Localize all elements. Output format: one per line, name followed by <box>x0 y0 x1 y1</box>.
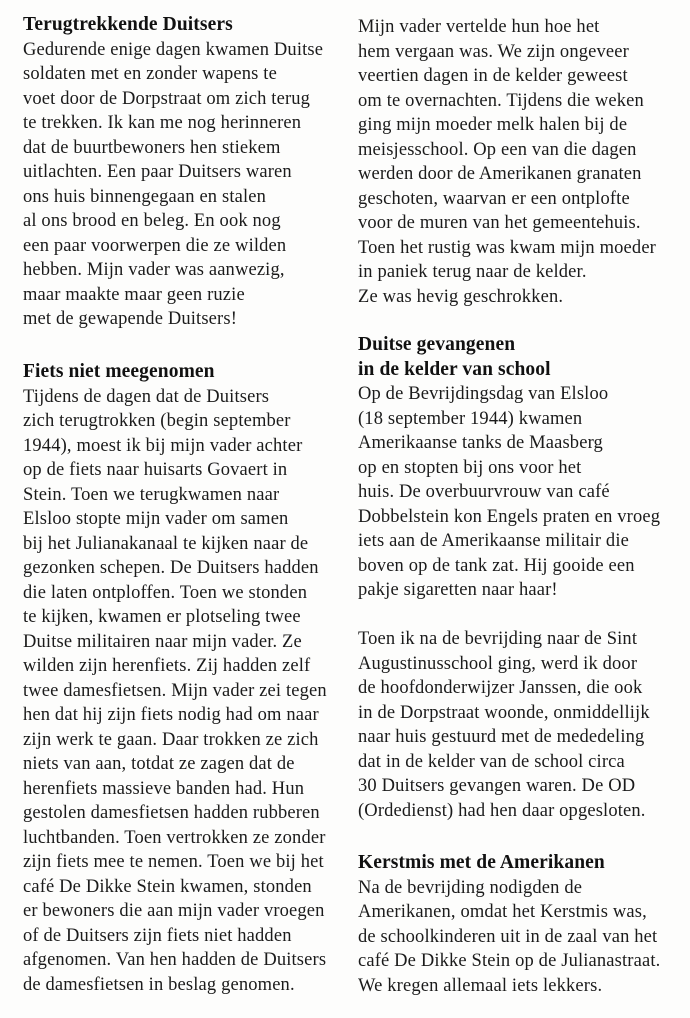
text-line: huis. De overbuurvrouw van café <box>358 482 610 502</box>
paragraph <box>358 382 660 603</box>
section-heading: Kerstmis met de Amerikanen <box>358 852 605 873</box>
text-line: Mijn vader vertelde hun hoe het <box>358 17 600 37</box>
text-line: Toen het rustig was kwam mijn moeder <box>358 237 656 258</box>
text-line: of de Duitsers zijn fiets niet hadden <box>23 925 292 946</box>
text-line: maar maakte maar geen ruzie <box>23 284 245 305</box>
paragraph <box>358 627 660 823</box>
text-line: boven op de tank zat. Hij gooide een <box>358 555 635 576</box>
text-line: voet door de Dorpstraat om zich terug <box>23 88 311 109</box>
text-line: 30 Duitsers gevangen waren. De OD <box>358 776 636 796</box>
text-line: Amerikaanse tanks de Maasberg <box>358 433 603 453</box>
paragraph-gap <box>358 603 660 628</box>
text-line: met de gewapende Duitsers! <box>23 309 238 329</box>
text-line: Duitse militairen naar mijn vader. Ze <box>23 631 302 652</box>
text-line: Op de Bevrijdingsdag van Elsloo <box>358 384 609 404</box>
text-line: Tijdens de dagen dat de Duitsers <box>23 386 270 407</box>
section-kelder-verhaal <box>358 15 656 309</box>
text-line: bij het Julianakanaal te kijken naar de <box>23 533 309 554</box>
text-line: soldaten met en zonder wapens te <box>23 64 277 84</box>
text-line: hen dat hij zijn fiets nodig had om naar <box>23 705 319 725</box>
text-line: hem vergaan was. We zijn ongeveer <box>358 41 629 62</box>
section-kerstmis <box>358 851 660 998</box>
text-line: om te overnachten. Tijdens die weken <box>358 90 644 111</box>
text-line: de schoolkinderen uit in de zaal van het <box>358 926 658 947</box>
section-terugtrekkende-duitsers <box>23 13 323 332</box>
section-heading: Terugtrekkende Duitsers <box>23 14 233 35</box>
text-line: Toen ik na de bevrijding naar de Sint <box>358 629 638 649</box>
section-duitse-gevangenen <box>358 333 660 823</box>
text-line: zijn fiets mee te nemen. Toen we bij het <box>23 852 324 872</box>
text-line: uitlachten. Een paar Duitsers waren <box>23 162 292 182</box>
text-line: zich terugtrokken (begin september <box>23 411 291 431</box>
section-fiets-niet-meegenomen <box>23 360 327 997</box>
text-line: de damesfietsen in beslag genomen. <box>23 974 295 995</box>
text-line: te trekken. Ik kan me nog herinneren <box>23 113 302 133</box>
text-line: wilden zijn herenfiets. Zij hadden zelf <box>23 656 311 676</box>
text-line: niets van aan, totdat ze zagen dat de <box>23 754 295 774</box>
section-heading: in de kelder van school <box>358 358 551 380</box>
text-line: in paniek terug naar de kelder. <box>358 262 587 282</box>
text-line: werden door de Amerikanen granaten <box>358 164 642 184</box>
text-line: Gedurende enige dagen kwamen Duitse <box>23 39 324 60</box>
text-line: café De Dikke Stein op de Julianastraat. <box>358 951 661 971</box>
text-line: herenfiets massieve banden had. Hun <box>23 778 305 799</box>
text-line: Augustinusschool ging, werd ik door <box>358 653 638 674</box>
text-line: voor de muren van het gemeentehuis. <box>358 213 641 233</box>
text-line: (Ordedienst) had hen daar opgesloten. <box>358 800 646 821</box>
text-line: al ons brood en beleg. En ook nog <box>23 211 281 231</box>
text-line: café De Dikke Stein kwamen, stonden <box>23 876 312 897</box>
text-line: ging mijn moeder melk halen bij de <box>358 115 628 135</box>
text-line: er bewoners die aan mijn vader vroegen <box>23 901 325 921</box>
text-line: twee damesfietsen. Mijn vader zei tegen <box>23 680 327 701</box>
text-line: meisjesschool. Op een van die dagen <box>358 139 637 160</box>
text-line: dat in de kelder van de school circa <box>358 751 625 772</box>
text-line: afgenomen. Van hen hadden de Duitsers <box>23 950 327 970</box>
paragraph <box>358 15 656 309</box>
text-line: gestolen damesfietsen hadden rubberen <box>23 803 320 823</box>
text-line: luchtbanden. Toen vertrokken ze zonder <box>23 827 326 848</box>
text-line: in de Dorpstraat woonde, onmiddellijk <box>358 702 650 723</box>
text-line: Amerikanen, omdat het Kerstmis was, <box>358 902 647 922</box>
text-line: Na de bevrijding nodigden de <box>358 877 583 898</box>
text-line: die laten ontploffen. Toen we stonden <box>23 582 308 603</box>
section-heading: Fiets niet meegenomen <box>23 361 215 382</box>
text-line: geschoten, waarvan er een ontplofte <box>358 188 630 209</box>
text-line: dat de buurtbewoners hen stiekem <box>23 137 281 158</box>
section-heading: Duitse gevangenen <box>358 334 516 355</box>
text-line: We kregen allemaal iets lekkers. <box>358 975 603 996</box>
text-line: (18 september 1944) kwamen <box>358 408 583 429</box>
text-line: zijn werk te gaan. Daar trokken ze zich <box>23 729 319 750</box>
text-line: Elsloo stopte mijn vader om samen <box>23 509 289 529</box>
text-line: naar huis gestuurd met de mededeling <box>358 727 645 747</box>
text-line: te kijken, kwamen er plotseling twee <box>23 607 301 627</box>
text-line: een paar voorwerpen die ze wilden <box>23 235 287 256</box>
text-line: Ze was hevig geschrokken. <box>358 286 564 307</box>
text-line: Dobbelstein kon Engels praten en vroeg <box>358 506 661 527</box>
text-line: op de fiets naar huisarts Govaert in <box>23 460 288 480</box>
text-line: Stein. Toen we terugkwamen naar <box>23 484 280 505</box>
paragraph <box>23 385 327 998</box>
text-line: op en stopten bij ons voor het <box>358 457 582 478</box>
paragraph <box>23 38 323 332</box>
text-line: gezonken schepen. De Duitsers hadden <box>23 558 319 578</box>
text-line: 1944), moest ik bij mijn vader achter <box>23 435 303 456</box>
text-line: hebben. Mijn vader was aanwezig, <box>23 260 285 280</box>
paragraph <box>358 876 660 999</box>
text-line: veertien dagen in de kelder geweest <box>358 66 628 86</box>
text-line: pakje sigaretten naar haar! <box>358 580 558 600</box>
text-line: iets aan de Amerikaanse militair die <box>358 531 629 551</box>
text-line: ons huis binnengegaan en stalen <box>23 186 267 207</box>
text-line: de hoofdonderwijzer Janssen, die ook <box>358 678 643 698</box>
